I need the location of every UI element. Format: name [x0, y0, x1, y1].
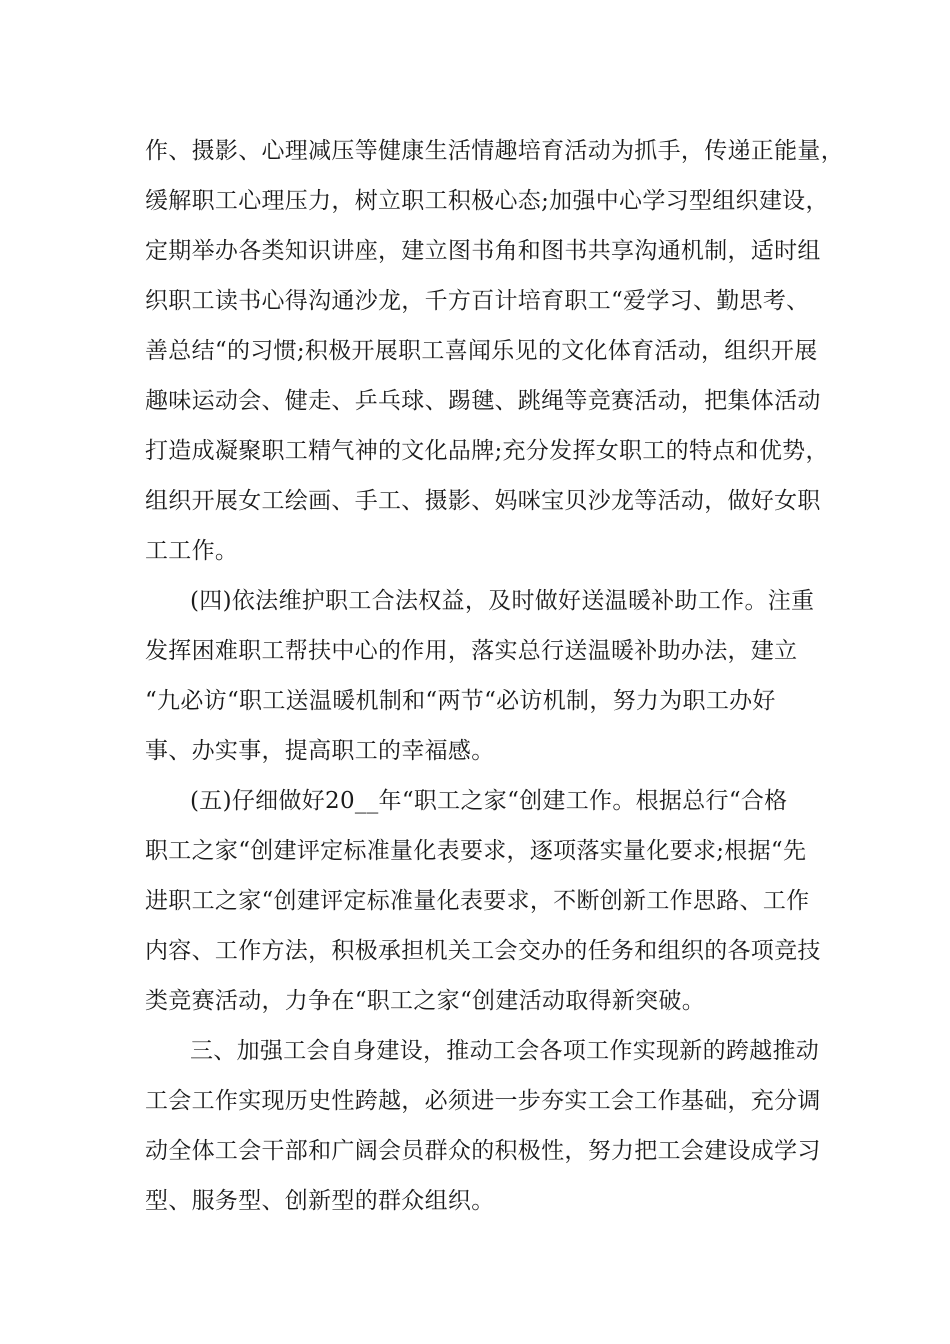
- text-line: 织职工读书心得沟通沙龙，千方百计培育职工“爱学习、勤思考、: [145, 288, 810, 314]
- paragraph-part-three: [145, 1026, 845, 1226]
- text-line: 动全体工会干部和广阔会员群众的积极性，努力把工会建设成学习: [145, 1138, 821, 1164]
- text-line: 定期举办各类知识讲座，建立图书角和图书共享沟通机制，适时组: [145, 238, 821, 264]
- text-line: 型、服务型、创新型的群众组织。: [145, 1188, 495, 1214]
- text-line: 发挥困难职工帮扶中心的作用，落实总行送温暖补助办法，建立: [145, 638, 798, 664]
- text-line: 类竞赛活动，力争在“职工之家“创建活动取得新突破。: [145, 988, 706, 1014]
- text-line: 进职工之家“创建评定标准量化表要求，不断创新工作思路、工作: [145, 888, 810, 914]
- paragraph-section-four: [145, 576, 845, 776]
- text-line: 趣味运动会、健走、乒乓球、踢毽、跳绳等竞赛活动，把集体活动: [145, 388, 821, 414]
- text-line: 内容、工作方法，积极承担机关工会交办的任务和组织的各项竞技: [145, 938, 821, 964]
- text-line: 善总结“的习惯;积极开展职工喜闻乐见的文化体育活动，组织开展: [145, 338, 818, 364]
- document-body: [145, 126, 845, 1226]
- text-line: 事、办实事，提高职工的幸福感。: [145, 738, 495, 764]
- text-line: “九必访“职工送温暖机制和“两节“必访机制，努力为职工办好: [145, 688, 776, 714]
- text-line: 职工之家“创建评定标准量化表要求，逐项落实量化要求;根据“先: [145, 838, 807, 864]
- text-line: (四)依法维护职工合法权益，及时做好送温暖补助工作。注重: [190, 588, 815, 614]
- text-line: 三、加强工会自身建设，推动工会各项工作实现新的跨越推动: [190, 1038, 820, 1064]
- paragraph-section-five: [145, 776, 845, 1026]
- text-line: 工工作。: [145, 538, 239, 564]
- text-line: 打造成凝聚职工精气神的文化品牌;充分发挥女职工的特点和优势，: [145, 438, 829, 464]
- text-line: 组织开展女工绘画、手工、摄影、妈咪宝贝沙龙等活动，做好女职: [145, 488, 821, 514]
- text-line: 缓解职工心理压力，树立职工积极心态;加强中心学习型组织建设，: [145, 188, 829, 214]
- text-line: 作、摄影、心理减压等健康生活情趣培育活动为抓手，传递正能量，: [145, 138, 844, 164]
- paragraph-activities: [145, 126, 845, 576]
- text-line: 工会工作实现历史性跨越，必须进一步夯实工会工作基础，充分调: [145, 1088, 821, 1114]
- text-line: (五)仔细做好20__年“职工之家“创建工作。根据总行“合格: [190, 788, 788, 814]
